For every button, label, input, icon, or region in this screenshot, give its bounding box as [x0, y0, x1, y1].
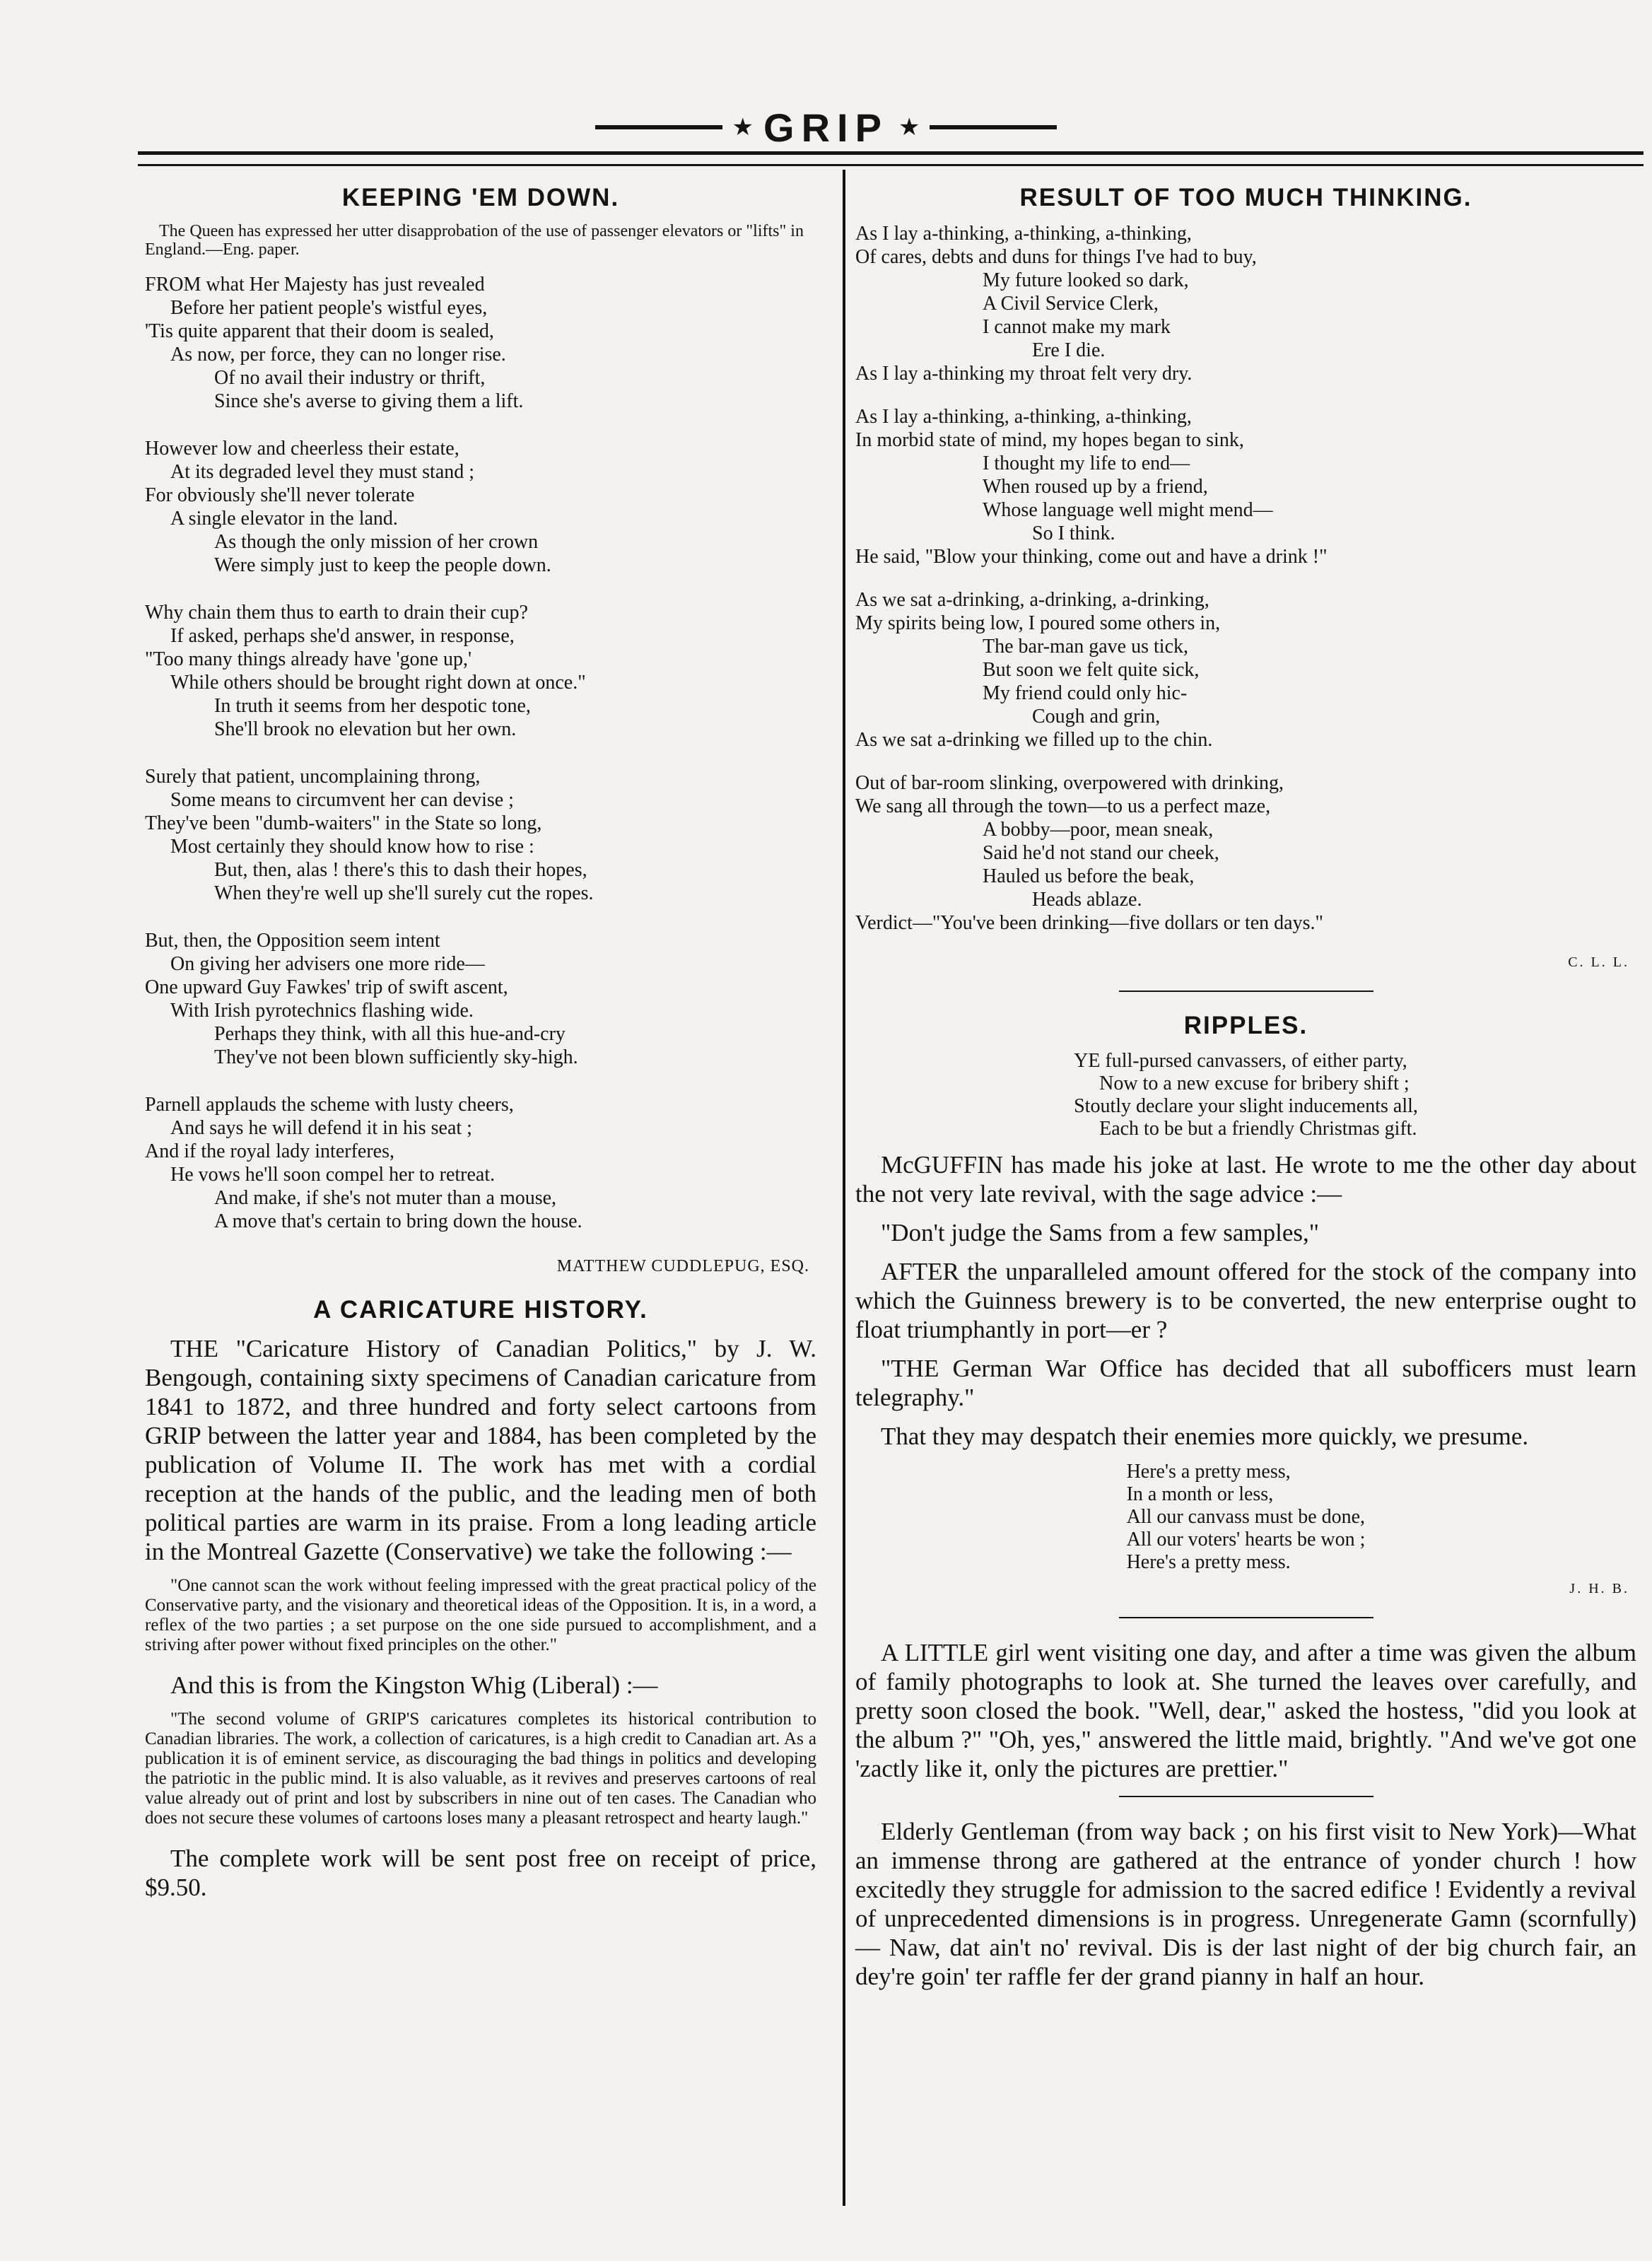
poem-line: When roused up by a friend, [983, 476, 1208, 498]
keeping-signature: MATTHEW CUDDLEPUG, ESQ. [556, 1257, 809, 1275]
keeping-epigraph: The Queen has expressed her utter disapprobation of the use of passenger elevators or "lifts" in England.—Eng. paper. [145, 222, 804, 259]
poem-line: My friend could only hic- [983, 682, 1188, 704]
poem-line: Why chain them thus to earth to drain their cup? [145, 602, 528, 624]
poem-line: And says he will defend it in his seat ; [170, 1117, 472, 1139]
stanza [855, 771, 1636, 935]
stanza [145, 1093, 816, 1233]
poem-line: "Too many things already have 'gone up,' [145, 648, 471, 670]
pretty-mess-verse [1127, 1461, 1366, 1574]
poem-line: But, then, the Opposition seem intent [145, 930, 440, 952]
divider-rule [1119, 1617, 1373, 1618]
stanza [855, 222, 1636, 385]
poem-line: They've been "dumb-waiters" in the State so long, [145, 812, 542, 834]
mcguffin-quote: "Don't judge the Sams from a few samples," [881, 1219, 1320, 1246]
result-of-too-much-thinking-poem [855, 222, 1636, 935]
poem-line: My future looked so dark, [983, 269, 1189, 291]
poem-line: But, then, alas ! there's this to dash their hopes, [214, 859, 587, 881]
poem-line: A single elevator in the land. [170, 508, 398, 530]
poem-line: With Irish pyrotechnics flashing wide. [170, 1000, 474, 1022]
poem-line: Perhaps they think, with all this hue-and-cry [214, 1023, 566, 1045]
poem-line: In a month or less, [1126, 1483, 1274, 1505]
poem-line: All our voters' hearts be won ; [1126, 1529, 1366, 1550]
poem-line: Some means to circumvent her can devise ; [170, 789, 514, 811]
poem-line: Of no avail their industry or thrift, [214, 367, 486, 389]
poem-line: Of cares, debts and duns for things I've had to buy, [855, 246, 1257, 268]
poem-line: A move that's certain to bring down the house. [214, 1210, 582, 1232]
poem-line: As I lay a-thinking, a-thinking, a-thinking, [855, 406, 1192, 428]
poem-line: He said, "Blow your thinking, come out and have a drink !" [855, 546, 1328, 568]
poem-line: Said he'd not stand our cheek, [983, 842, 1219, 864]
poem-line: All our canvass must be done, [1126, 1506, 1366, 1528]
divider-rule [1119, 991, 1373, 992]
album-anecdote: A LITTLE girl went visiting one day, and after a time was given the album of family photographs to look at. She turned the leaves over carefully, and pretty soon closed the book. "Well, dear," asked the hostess, "did you look at the album ?" "Oh, yes," answered the little maid, brightly. "And we've got one 'zactly like it, only the pictures are prettier." [855, 1639, 1636, 1782]
poem-line: On giving her advisers one more ride— [170, 953, 485, 975]
column-divider [843, 170, 845, 2206]
poem-line: As now, per force, they can no longer rise. [170, 344, 506, 366]
masthead [0, 99, 1652, 156]
star-icon: ★ [898, 115, 920, 141]
guinness-paragraph: AFTER the unparalleled amount offered for the stock of the company into which the Guinness brewery is to be converted, the new enterprise ought to float triumphantly in port—er ? [855, 1258, 1636, 1343]
poem-line: Since she's averse to giving them a lift. [214, 390, 524, 412]
masthead-rule-left [595, 125, 722, 129]
poem-line: He vows he'll soon compel her to retreat. [170, 1164, 496, 1186]
poem-line: They've not been blown sufficiently sky-high. [214, 1046, 578, 1068]
whig-quote: "The second volume of GRIP'S caricatures completes its historical contribution to Canadian libraries. The work, a collection of caricatures, is a high credit to Canadian art. As a publication it is of eminent service, as discouraging the bad things in politics and developing the patriotic in the public mind. It is also valuable, as it revives and preserves cartoons of real value already out of print and lost by subscribers in nine out of ten cases. The Canadian who does not secure these volumes of cartoons loses many a pleasant retrospect and hearty laugh." [145, 1710, 816, 1828]
stanza [145, 929, 816, 1069]
german-war-office-paragraph: "THE German War Office has decided that all subofficers must learn telegraphy." [855, 1355, 1636, 1411]
poem-line: She'll brook no elevation but her own. [214, 718, 517, 740]
poem-line: And make, if she's not muter than a mouse, [214, 1187, 557, 1209]
poem-line: Were simply just to keep the people down. [214, 554, 551, 576]
poem-line: As we sat a-drinking, a-drinking, a-drinking, [855, 589, 1209, 611]
masthead-rule-right [930, 125, 1057, 129]
poem-line: Hauled us before the beak, [983, 865, 1195, 887]
poem-line: FROM what Her Majesty has just revealed [145, 274, 485, 296]
poem-line: In morbid state of mind, my hopes began to sink, [855, 429, 1244, 451]
elderly-gentleman-anecdote: Elderly Gentleman (from way back ; on his first visit to New York)—What an immense throng are gathered at the entrance of yonder church ! how excitedly they struggle for admission to the sacred edifice ! Evidently a revival of unprecedented dimensions is in progress. Unregenerate Gamn (scornfully) — Naw, dat ain't no' revival. Dis is der last night of der big church fair, an dey're goin' ter raffle fer der grand pianny in half an hour. [855, 1818, 1636, 1990]
stanza [855, 405, 1636, 568]
poem-line: Here's a pretty mess. [1126, 1551, 1291, 1573]
stanza [145, 437, 816, 577]
poem-line: And if the royal lady interferes, [145, 1140, 394, 1162]
poem-line: So I think. [1032, 522, 1115, 544]
poem-line: Surely that patient, uncomplaining throng, [145, 766, 481, 788]
masthead-title: GRIP [763, 105, 889, 150]
ripples-verse [1074, 1050, 1418, 1140]
caricature-history-heading: A CARICATURE HISTORY. [313, 1296, 648, 1324]
poem-line: Before her patient people's wistful eyes, [170, 297, 488, 319]
poem-line: However low and cheerless their estate, [145, 438, 459, 460]
poem-line: A bobby—poor, mean sneak, [983, 819, 1214, 841]
poem-line: When they're well up she'll surely cut the ropes. [214, 882, 594, 904]
poem-line: Cough and grin, [1032, 706, 1161, 728]
caricature-price-paragraph: The complete work will be sent post free on receipt of price, $9.50. [145, 1845, 816, 1901]
poem-line: A Civil Service Clerk, [983, 293, 1159, 315]
poem-line: If asked, perhaps she'd answer, in response, [170, 625, 515, 647]
poem-line: Ere I die. [1032, 339, 1106, 361]
ripples-heading: RIPPLES. [1183, 1012, 1308, 1039]
result-signature: C. L. L. [1568, 954, 1629, 970]
poem-line: Whose language well might mend— [983, 499, 1273, 521]
poem-line: Stoutly declare your slight inducements all, [1074, 1095, 1418, 1117]
stanza [145, 601, 816, 741]
poem-line: YE full-pursed canvassers, of either party, [1074, 1050, 1407, 1072]
poem-line: I thought my life to end— [983, 452, 1190, 474]
ripples-signature: J. H. B. [1569, 1581, 1629, 1596]
poem-line: One upward Guy Fawkes' trip of swift ascent, [145, 976, 508, 998]
header-rule-thin [138, 164, 1644, 166]
left-column [145, 184, 816, 1912]
stanza [855, 588, 1636, 752]
poem-line: Heads ablaze. [1032, 889, 1142, 911]
divider-rule [1119, 1796, 1373, 1797]
poem-line: At its degraded level they must stand ; [170, 461, 475, 483]
keeping-em-down-heading: KEEPING 'EM DOWN. [341, 184, 620, 211]
right-column [855, 184, 1636, 2001]
poem-line: But soon we felt quite sick, [983, 659, 1200, 681]
star-icon: ★ [732, 115, 754, 141]
stanza [145, 273, 816, 413]
keeping-em-down-poem [145, 273, 816, 1233]
poem-line: Verdict—"You've been drinking—five dollars or ten days." [855, 912, 1323, 934]
poem-line: Most certainly they should know how to rise : [170, 836, 534, 858]
caricature-paragraph-1: THE "Caricature History of Canadian Politics," by J. W. Bengough, containing sixty specimens of Canadian caricature from 1841 to 1872, and three hundred and forty select cartoons from GRIP between the latter year and 1884, has been completed by the publication of Volume II. The work has met with a cordial reception at the hands of the public, and the leading men of both political parties are warm in its praise. From a long leading article in the Montreal Gazette (Conservative) we take the following :— [145, 1335, 816, 1565]
poem-line: As though the only mission of her crown [214, 531, 539, 553]
poem-line: 'Tis quite apparent that their doom is sealed, [145, 320, 494, 342]
poem-line: The bar-man gave us tick, [983, 636, 1188, 658]
poem-line: For obviously she'll never tolerate [145, 484, 415, 506]
poem-line: Here's a pretty mess, [1126, 1461, 1291, 1483]
poem-line: Now to a new excuse for bribery shift ; [1099, 1073, 1410, 1094]
header-rule-thick [138, 151, 1644, 155]
poem-line: As I lay a-thinking my throat felt very dry. [855, 363, 1193, 385]
poem-line: Parnell applauds the scheme with lusty cheers, [145, 1094, 514, 1116]
mcguffin-paragraph: McGUFFIN has made his joke at last. He wrote to me the other day about the not very late revival, with the sage advice :— [855, 1151, 1636, 1208]
stanza [145, 765, 816, 905]
poem-line: In truth it seems from her despotic tone, [214, 695, 531, 717]
poem-line: As we sat a-drinking we filled up to the chin. [855, 729, 1213, 751]
poem-line: Each to be but a friendly Christmas gift. [1099, 1118, 1417, 1140]
poem-line: Out of bar-room slinking, overpowered with drinking, [855, 772, 1284, 794]
poem-line: I cannot make my mark [983, 316, 1171, 338]
poem-line: My spirits being low, I poured some others in, [855, 612, 1221, 634]
gazette-quote: "One cannot scan the work without feeling impressed with the great practical policy of the Conservative party, and the visionary and theoretical ideas of the Opposition. It is, in a word, a reflex of the two parties ; a set purpose on the one side pursued to accomplishment, and a striving after power without fixed principles on the other." [145, 1576, 816, 1654]
despatch-paragraph: That they may despatch their enemies more quickly, we presume. [881, 1422, 1529, 1450]
poem-line: As I lay a-thinking, a-thinking, a-thinking, [855, 223, 1192, 245]
result-heading: RESULT OF TOO MUCH THINKING. [1019, 184, 1472, 211]
poem-line: While others should be brought right down at once." [170, 672, 586, 694]
caricature-paragraph-2: And this is from the Kingston Whig (Liberal) :— [170, 1671, 658, 1699]
poem-line: We sang all through the town—to us a perfect maze, [855, 795, 1271, 817]
